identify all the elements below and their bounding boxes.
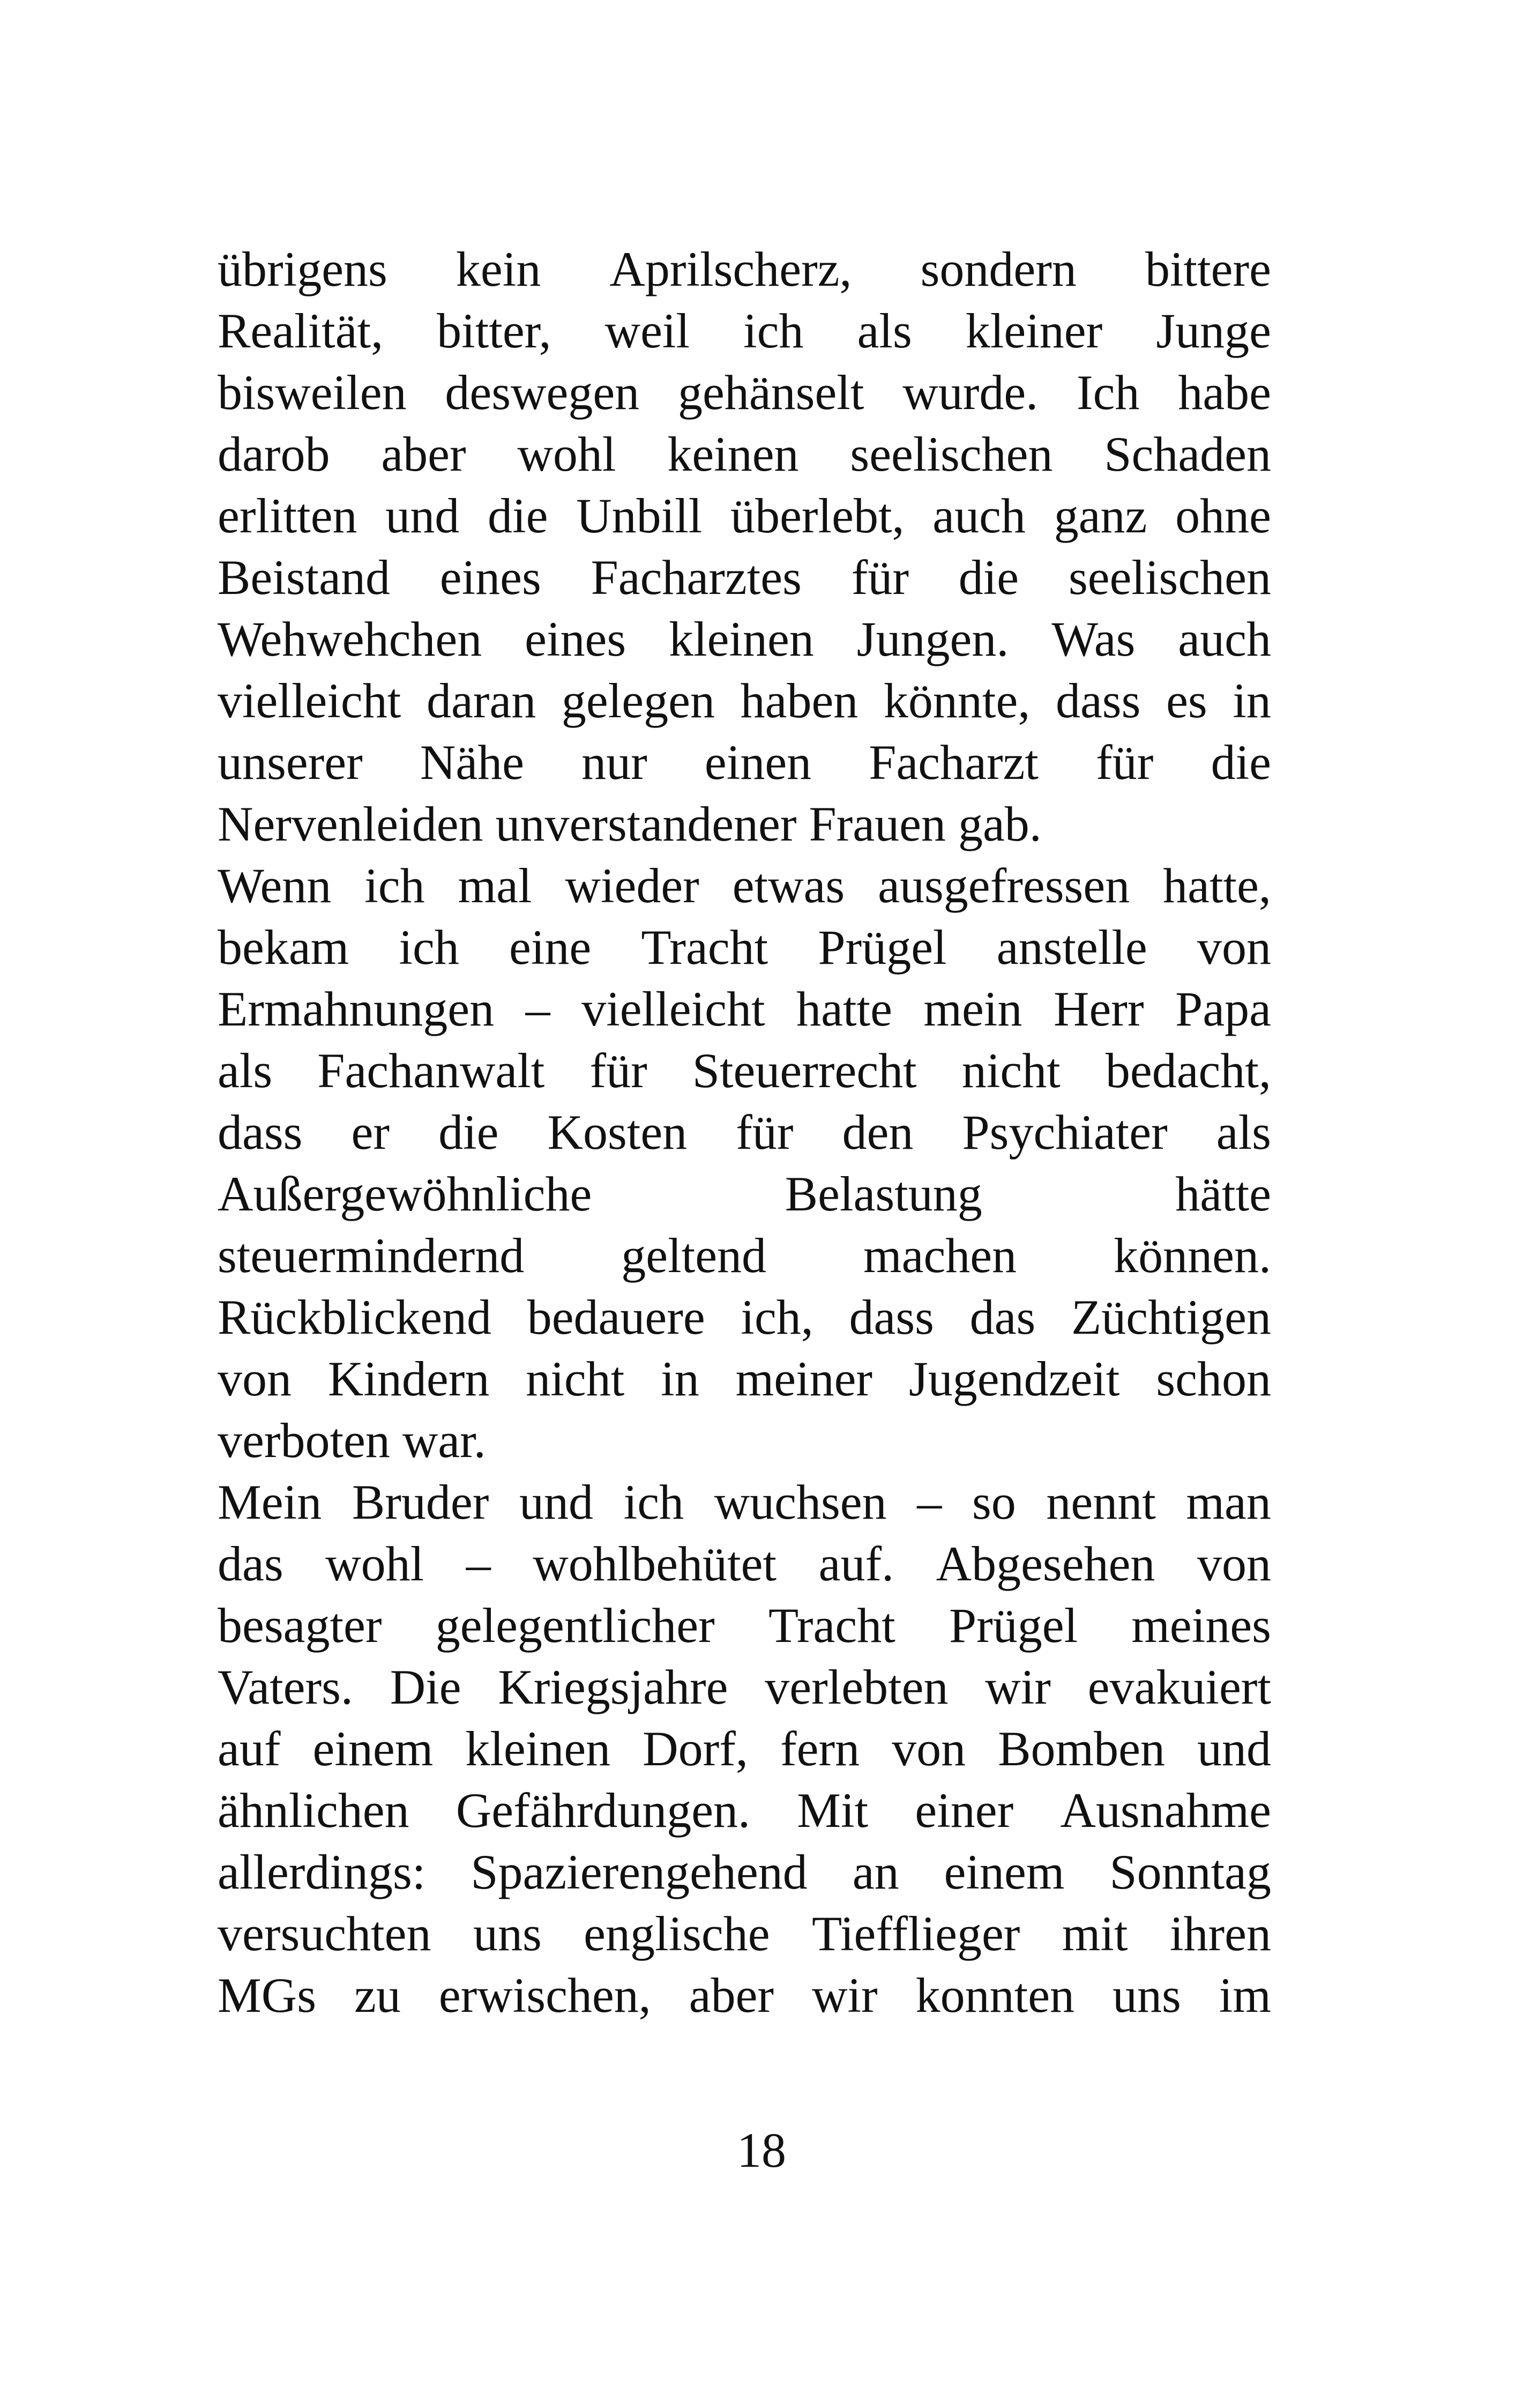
word: Kosten	[547, 1105, 688, 1160]
text-line	[218, 239, 1271, 300]
word: kleinen	[465, 1721, 611, 1776]
word: für	[736, 1105, 794, 1160]
word: Spazierengehend	[471, 1845, 808, 1899]
text-line	[218, 978, 1271, 1040]
word: Abgesehen	[936, 1536, 1155, 1591]
word: dass	[1055, 673, 1141, 728]
word: gehänselt	[678, 365, 864, 420]
text-line	[218, 1656, 1271, 1718]
word: für	[589, 1043, 647, 1098]
word: englische	[584, 1906, 770, 1961]
word: versuchten	[218, 1906, 431, 1961]
word: überlebt,	[730, 488, 905, 543]
word: mein	[923, 982, 1022, 1036]
word: sondern	[920, 242, 1077, 296]
word: so	[972, 1475, 1016, 1529]
word: seelischen	[850, 427, 1053, 481]
text-line	[218, 1471, 1271, 1533]
word: die	[958, 550, 1019, 605]
word: die	[488, 488, 548, 543]
word: bekam	[218, 920, 349, 975]
word: machen	[863, 1228, 1017, 1283]
word: Bomben	[998, 1721, 1165, 1776]
word: Ermahnungen	[218, 982, 495, 1036]
text-line	[218, 485, 1271, 547]
word: das	[969, 1290, 1036, 1344]
word: einen	[704, 735, 812, 790]
word: wir	[812, 1968, 878, 2023]
word: bisweilen	[218, 365, 407, 420]
word: Bruder	[352, 1475, 489, 1529]
word: Jugendzeit	[908, 1351, 1120, 1406]
text-line	[218, 1225, 1271, 1287]
word: kein	[456, 242, 541, 296]
word: Nähe	[420, 735, 524, 790]
word: besagter	[218, 1598, 382, 1653]
word: ganz	[1054, 488, 1147, 543]
word: als	[1216, 1105, 1271, 1160]
word: Züchtigen	[1071, 1290, 1271, 1344]
word: von	[892, 1721, 966, 1776]
word: dass	[218, 1105, 303, 1160]
word: seelischen	[1068, 550, 1271, 605]
word: wuchsen	[714, 1475, 887, 1529]
word: Herr	[1054, 982, 1144, 1036]
word: mit	[1062, 1906, 1128, 1961]
word: kleinen	[669, 612, 814, 666]
word: für	[851, 550, 909, 605]
word: kleiner	[965, 303, 1103, 358]
word: auch	[932, 488, 1026, 543]
text-line	[218, 547, 1271, 608]
text-line	[218, 1718, 1271, 1780]
text-line: verboten war.	[218, 1413, 486, 1468]
word: ich	[364, 858, 425, 913]
word: als	[218, 1043, 273, 1098]
word: Kriegsjahre	[498, 1660, 728, 1714]
word: ähnlichen	[218, 1783, 409, 1838]
text-line	[218, 732, 1271, 793]
word: Junge	[1156, 303, 1271, 358]
word: einem	[944, 1845, 1065, 1899]
word: im	[1219, 1968, 1271, 2023]
word: das	[218, 1536, 283, 1591]
word: Aprilscherz,	[609, 242, 852, 296]
text-line	[218, 1780, 1271, 1841]
text-line	[218, 1595, 1271, 1656]
word: Steuerrecht	[692, 1043, 917, 1098]
word: wohlbehütet	[533, 1536, 777, 1591]
word: konnten	[915, 1968, 1075, 2023]
word: Kindern	[327, 1351, 490, 1406]
word: Papa	[1175, 982, 1271, 1036]
word: Unbill	[576, 488, 703, 543]
word: den	[842, 1105, 914, 1160]
word: ich,	[741, 1290, 813, 1344]
word: hatte	[796, 982, 892, 1036]
word: in	[661, 1351, 699, 1406]
word: darob	[218, 427, 330, 481]
text-line: Nervenleiden unverstandener Frauen gab.	[218, 797, 1042, 851]
word: Tracht	[641, 920, 768, 975]
word: die	[438, 1105, 499, 1160]
word: gelegen	[561, 673, 715, 728]
word: zu	[354, 1968, 401, 2023]
word: –	[917, 1475, 942, 1529]
word: fern	[780, 1721, 860, 1776]
word: eine	[509, 920, 592, 975]
word: in	[1233, 673, 1271, 728]
word: für	[1096, 735, 1154, 790]
word: vielleicht	[581, 982, 765, 1036]
text-line	[218, 1102, 1271, 1163]
word: bedacht,	[1105, 1043, 1271, 1098]
word: von	[218, 1351, 292, 1406]
word: Außergewöhnliche	[218, 1166, 592, 1221]
word: nennt	[1046, 1475, 1156, 1529]
word: wohl	[517, 427, 616, 481]
word: Jungen.	[856, 612, 1009, 666]
word: aber	[689, 1968, 774, 2023]
word: man	[1186, 1475, 1271, 1529]
word: und	[519, 1475, 593, 1529]
word: einem	[312, 1721, 434, 1776]
word: Facharzt	[869, 735, 1039, 790]
word: und	[1197, 1721, 1271, 1776]
word: aber	[381, 427, 466, 481]
word: Wenn	[218, 858, 332, 913]
word: übrigens	[218, 242, 387, 296]
word: gelegentlicher	[435, 1598, 715, 1653]
word: Tiefflieger	[812, 1906, 1020, 1961]
word: als	[857, 303, 912, 358]
word: eines	[525, 612, 626, 666]
word: nicht	[526, 1351, 625, 1406]
word: Die	[390, 1660, 461, 1714]
word: auf.	[818, 1536, 894, 1591]
word: bitter,	[437, 303, 551, 358]
word: steuermindernd	[218, 1228, 525, 1283]
word: Mein	[218, 1475, 322, 1529]
word: ohne	[1175, 488, 1271, 543]
word: erwischen,	[438, 1968, 651, 2023]
text-line	[218, 1348, 1271, 1410]
body-text	[218, 239, 1271, 2026]
word: ich	[399, 920, 459, 975]
page-number: 18	[737, 2123, 786, 2177]
word: keinen	[667, 427, 799, 481]
word: weil	[604, 303, 690, 358]
word: Sonntag	[1109, 1845, 1271, 1899]
word: dass	[849, 1290, 934, 1344]
word: schon	[1156, 1351, 1271, 1406]
word: verlebten	[765, 1660, 949, 1714]
text-line	[218, 1841, 1271, 1903]
text-line	[218, 670, 1271, 732]
word: Ausnahme	[1060, 1783, 1271, 1838]
word: Beistand	[218, 550, 390, 605]
word: Was	[1051, 612, 1136, 666]
text-line	[218, 1163, 1271, 1225]
word: –	[525, 982, 550, 1036]
word: wieder	[565, 858, 699, 913]
word: Tracht	[768, 1598, 895, 1653]
text-line	[218, 423, 1271, 485]
word: Belastung	[785, 1166, 982, 1221]
word: ich	[743, 303, 804, 358]
word: ihren	[1169, 1906, 1271, 1961]
word: ausgefressen	[878, 858, 1130, 913]
text-line	[218, 1040, 1271, 1102]
text-line	[218, 917, 1271, 978]
word: uns	[1113, 1968, 1181, 2023]
word: erlitten	[218, 488, 357, 543]
word: nicht	[961, 1043, 1061, 1098]
text-line	[218, 300, 1271, 362]
word: und	[385, 488, 460, 543]
word: Mit	[797, 1783, 869, 1838]
word: anstelle	[996, 920, 1147, 975]
word: haben	[740, 673, 858, 728]
word: evakuiert	[1087, 1660, 1271, 1714]
word: ich	[623, 1475, 684, 1529]
text-line	[218, 362, 1271, 423]
word: allerdings:	[218, 1845, 426, 1899]
word: einer	[915, 1783, 1014, 1838]
text-line	[218, 1965, 1271, 2026]
word: etwas	[732, 858, 845, 913]
text-line	[218, 1903, 1271, 1965]
word: Gefährdungen.	[456, 1783, 751, 1838]
word: Prügel	[818, 920, 947, 975]
word: bittere	[1145, 242, 1271, 296]
word: er	[351, 1105, 390, 1160]
text-line	[218, 1533, 1271, 1595]
word: daran	[426, 673, 536, 728]
word: auch	[1178, 612, 1271, 666]
word: Rückblickend	[218, 1290, 491, 1344]
word: geltend	[621, 1228, 767, 1283]
text-line	[218, 1287, 1271, 1348]
word: –	[466, 1536, 491, 1591]
word: Dorf,	[643, 1721, 748, 1776]
word: wurde.	[902, 365, 1039, 420]
word: eines	[439, 550, 541, 605]
word: von	[1197, 920, 1271, 975]
word: mal	[458, 858, 532, 913]
word: unserer	[218, 735, 363, 790]
word: deswegen	[445, 365, 640, 420]
word: bedauere	[527, 1290, 705, 1344]
word: die	[1211, 735, 1271, 790]
word: meines	[1131, 1598, 1271, 1653]
word: vielleicht	[218, 673, 401, 728]
word: können.	[1114, 1228, 1271, 1283]
word: hatte,	[1163, 858, 1271, 913]
word: Schaden	[1104, 427, 1271, 481]
word: Prügel	[949, 1598, 1078, 1653]
text-line	[218, 855, 1271, 917]
word: an	[852, 1845, 899, 1899]
text-line	[218, 608, 1271, 670]
word: auf	[218, 1721, 281, 1776]
word: Realität,	[218, 303, 384, 358]
word: es	[1166, 673, 1207, 728]
word: Wehwehchen	[218, 612, 482, 666]
word: uns	[473, 1906, 542, 1961]
word: könnte,	[883, 673, 1031, 728]
word: meiner	[735, 1351, 873, 1406]
word: Fachanwalt	[317, 1043, 545, 1098]
word: wohl	[325, 1536, 424, 1591]
word: Vaters.	[218, 1660, 353, 1714]
word: von	[1197, 1536, 1271, 1591]
word: Ich	[1077, 365, 1140, 420]
word: hätte	[1175, 1166, 1271, 1221]
word: habe	[1178, 365, 1271, 420]
word: nur	[581, 735, 647, 790]
word: Psychiater	[962, 1105, 1168, 1160]
word: MGs	[218, 1968, 317, 2023]
word: Facharztes	[591, 550, 802, 605]
word: wir	[985, 1660, 1051, 1714]
